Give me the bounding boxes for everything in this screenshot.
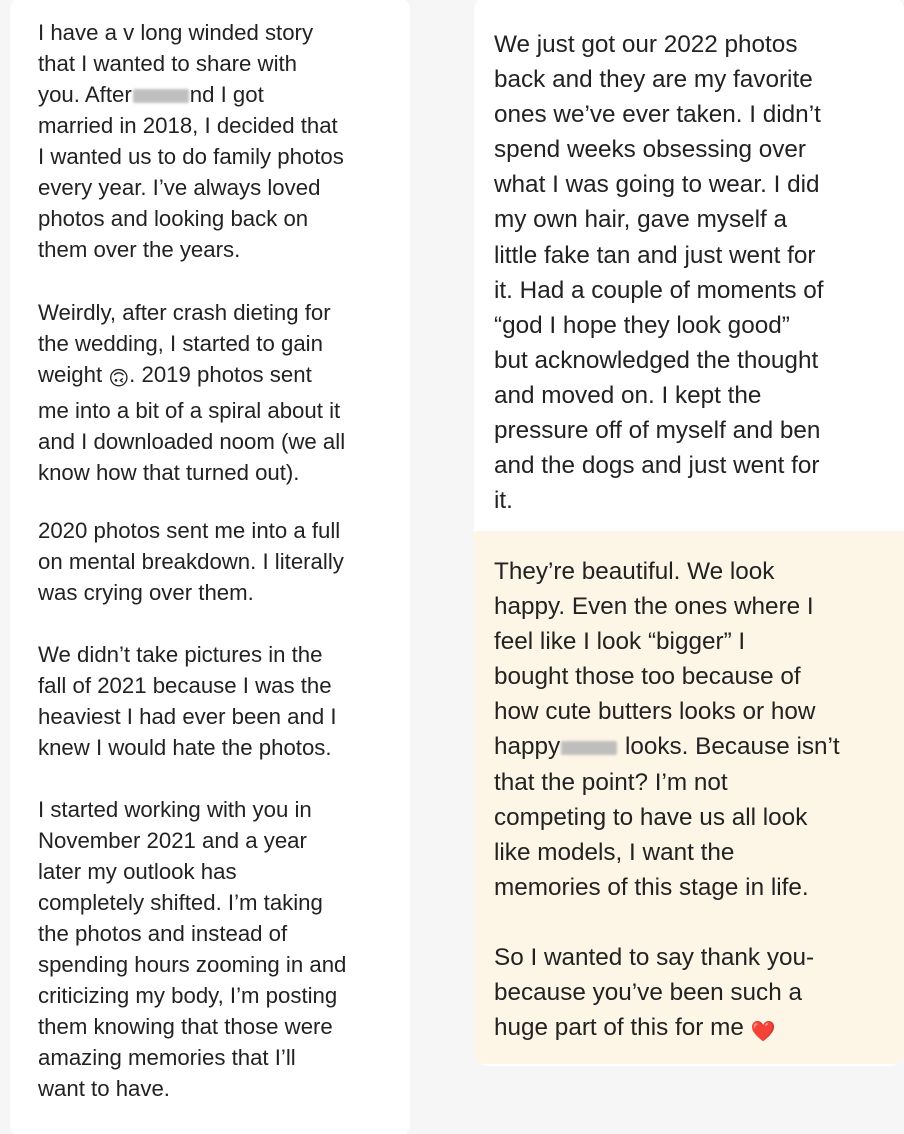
- left-paragraph-2: [38, 297, 398, 488]
- right-paragraph-1: We just got our 2022 photos back and they are my favorite ones we’ve ever taken. I didn’t spend weeks obsessing over what I was going to wear. I did my own hair, gave myself a little fake tan and just went for it. Had a couple of moments of “god I hope they look good” but acknowledged the thought and moved on. I kept the pressure off of myself and ben and the dogs and just went for it.: [494, 31, 824, 515]
- left-paragraph-1: [38, 17, 398, 265]
- left-paragraph-3: 2020 photos sent me into a full on mental breakdown. I literally was crying over them.: [38, 518, 344, 605]
- right-p2-text-a: They’re beautiful. We look happy. Even the ones where I feel like I look “bigger” I bought those too because of how cute butters looks or how happy: [494, 558, 816, 761]
- left-paragraph-4: We didn’t take pictures in the fall of 2021 because I was the heaviest I had ever been and I knew I would hate the photos.: [38, 642, 337, 760]
- right-paragraph-3: [494, 940, 894, 1050]
- right-paragraph-2: [494, 554, 894, 905]
- upside-down-face-emoji-icon: 🙃: [108, 368, 130, 390]
- left-p2-text-a: Weirdly, after crash dieting for the wedding, I started to gain weight: [38, 300, 331, 387]
- left-paragraph-5: I started working with you in November 2021 and a year later my outlook has completely shifted. I’m taking the photos and instead of spending hours zooming in and criticizing my body, I’m posting them knowing that those were amazing memories that I’ll want to have.: [38, 797, 347, 1101]
- left-p2-text-b: . 2019 photos sent me into a bit of a spiral about it and I downloaded noom (we all know how that turned out).: [38, 362, 346, 485]
- redacted-name: [561, 741, 617, 755]
- left-p1-text: I have a v long winded story that I wanted to share with you. After: [38, 20, 314, 107]
- red-heart-emoji-icon: ❤️: [750, 1021, 776, 1044]
- redacted-name: [133, 89, 189, 103]
- right-p2-text-b: looks. Because isn’t that the point? I’m not competing to have us all look like models, I want the memories of this stage in life.: [494, 733, 840, 901]
- right-p3-text: So I wanted to say thank you- because you’ve been such a huge part of this for me: [494, 944, 815, 1042]
- left-p1-cont-text: nd I got married in 2018, I decided that I wanted us to do family photos every year. I’ve always loved photos and looking back on them over the years.: [38, 82, 344, 262]
